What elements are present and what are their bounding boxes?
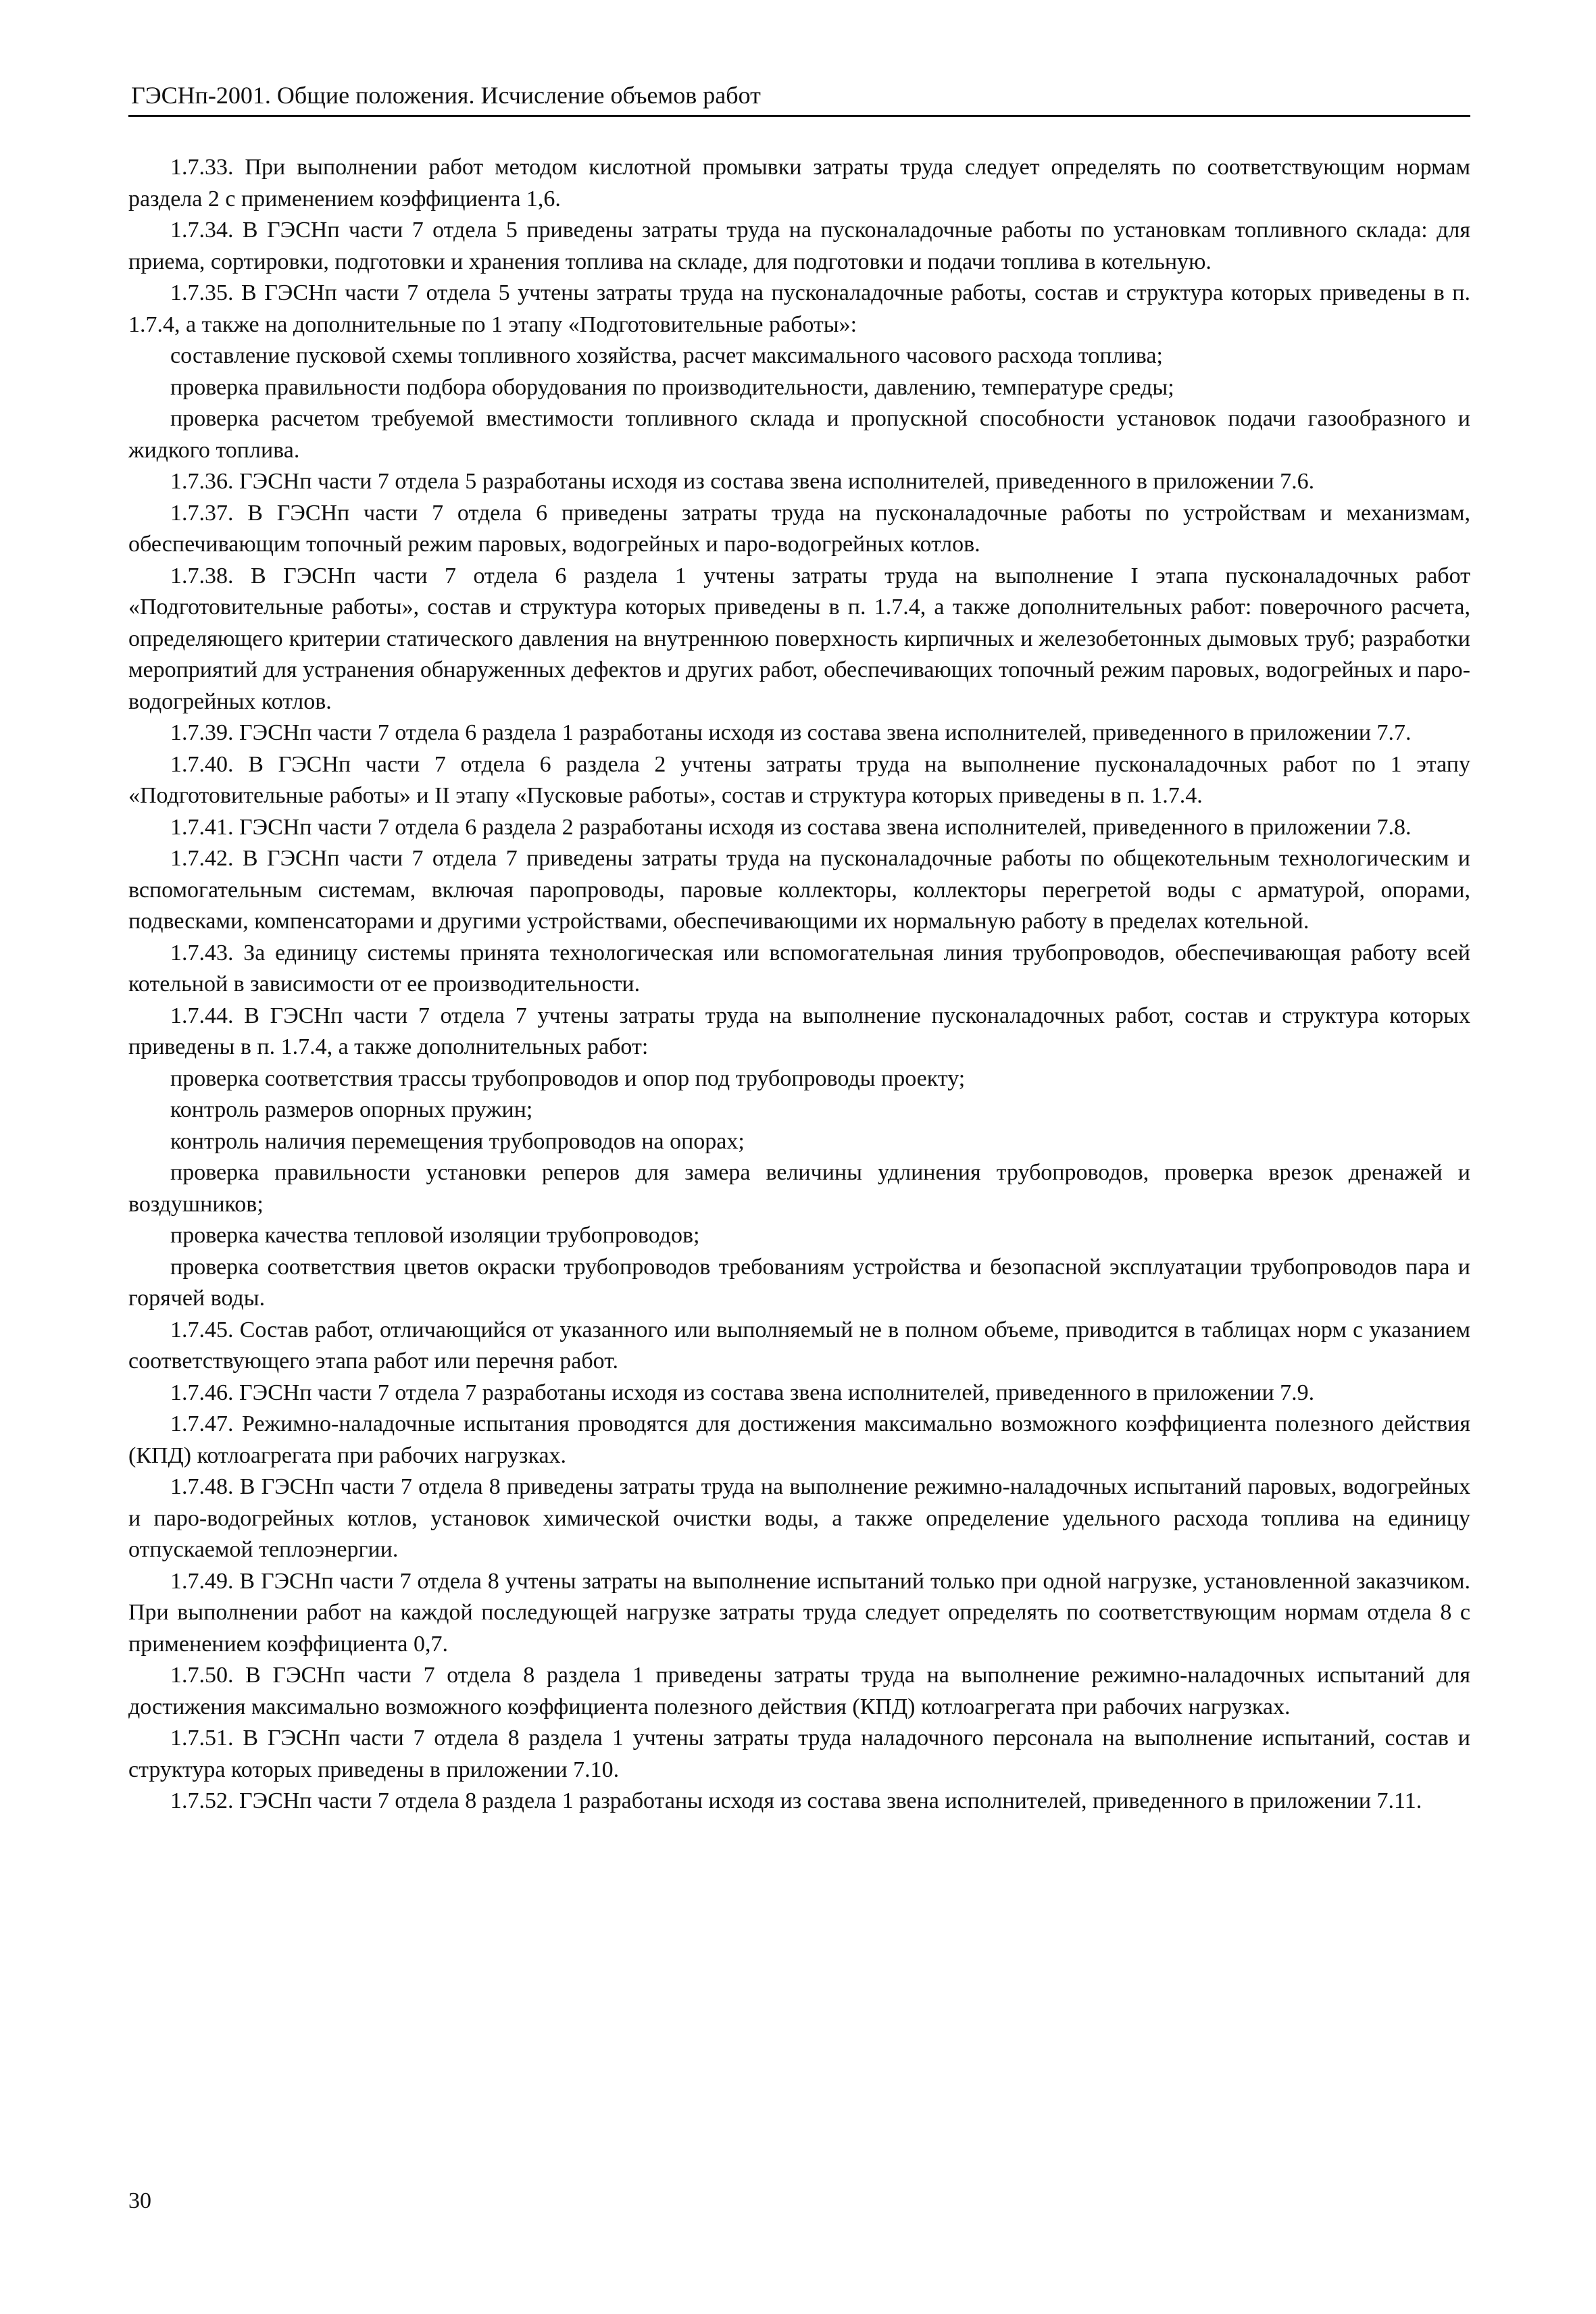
list-item: контроль размеров опорных пружин;	[170, 1097, 533, 1122]
list-item: проверка расчетом требуемой вместимости топливного склада и пропускной способности установок подачи газообразного и жидкого топлива.	[128, 406, 1470, 463]
list-item: проверка качества тепловой изоляции трубопроводов;	[170, 1223, 700, 1248]
paragraph-1-7-52: 1.7.52. ГЭСНп части 7 отдела 8 раздела 1 разработаны исходя из состава звена исполнителей, приведенного в приложении 7.11.	[170, 1788, 1422, 1813]
paragraph-1-7-50: 1.7.50. В ГЭСНп части 7 отдела 8 раздела 1 приведены затраты труда на выполнение режимно-наладочных испытаний для достижения максимально возможного коэффициента полезного действия (КПД) котлоагрегата при рабочих нагрузках.	[128, 1663, 1470, 1719]
paragraph-1-7-38: 1.7.38. В ГЭСНп части 7 отдела 6 раздела 1 учтены затраты труда на выполнение I этапа пусконаладочных работ «Подготовительные работы», состав и структура которых приведены в п. 1.7.4, а также дополнительных работ: поверочного расчета, определяющего критерии статического давления на внутреннюю поверхность кирпичных и железобетонных дымовых труб; разработки мероприятий для устранения обнаруженных дефектов и других работ, обеспечивающих топочный режим паровых, водогрейных и паро-водогрейных котлов.	[128, 563, 1470, 714]
paragraph-1-7-42: 1.7.42. В ГЭСНп части 7 отдела 7 приведены затраты труда на пусконаладочные работы по общекотельным технологическим и вспомогательным системам, включая паропроводы, паровые коллекторы, коллекторы перегретой воды с арматурой, опорами, подвесками, компенсаторами и другими устройствами, обеспечивающими их нормальную работу в пределах котельной.	[128, 846, 1470, 934]
paragraph-1-7-45: 1.7.45. Состав работ, отличающийся от указанного или выполняемый не в полном объеме, приводится в таблицах норм с указанием соответствующего этапа работ или перечня работ.	[128, 1317, 1470, 1374]
running-header: ГЭСНп-2001. Общие положения. Исчисление объемов работ	[128, 80, 1470, 117]
list-item: проверка правильности подбора оборудования по производительности, давлению, температуре среды;	[170, 374, 1174, 400]
document-body	[128, 152, 1470, 1817]
paragraph-1-7-34: 1.7.34. В ГЭСНп части 7 отдела 5 приведены затраты труда на пусконаладочные работы по установкам топливного склада: для приема, сортировки, подготовки и хранения топлива на складе, для подготовки и подачи топлива в котельную.	[128, 218, 1470, 274]
document-page	[128, 80, 1470, 2242]
paragraph-1-7-33: 1.7.33. При выполнении работ методом кислотной промывки затраты труда следует определять по соответствующим нормам раздела 2 с применением коэффициента 1,6.	[128, 155, 1470, 211]
paragraph-1-7-48: 1.7.48. В ГЭСНп части 7 отдела 8 приведены затраты труда на выполнение режимно-наладочных испытаний паровых, водогрейных и паро-водогрейных котлов, установок химической очистки воды, а также определение удельного расхода топлива на единицу отпускаемой теплоэнергии.	[128, 1474, 1470, 1562]
paragraph-1-7-40: 1.7.40. В ГЭСНп части 7 отдела 6 раздела 2 учтены затраты труда на выполнение пусконаладочных работ по 1 этапу «Подготовительные работы» и II этапу «Пусковые работы», состав и структура которых приведены в п. 1.7.4.	[128, 751, 1470, 808]
paragraph-1-7-44: 1.7.44. В ГЭСНп части 7 отдела 7 учтены затраты труда на выполнение пусконаладочных работ, состав и структура которых приведены в п. 1.7.4, а также дополнительных работ:	[128, 1003, 1470, 1059]
page-number: 30	[128, 2188, 151, 2213]
paragraph-1-7-43: 1.7.43. За единицу системы принята технологическая или вспомогательная линия трубопроводов, обеспечивающая работу всей котельной в зависимости от ее производительности.	[128, 940, 1470, 997]
paragraph-1-7-35: 1.7.35. В ГЭСНп части 7 отдела 5 учтены затраты труда на пусконаладочные работы, состав и структура которых приведены в п. 1.7.4, а также на дополнительные по 1 этапу «Подготовительные работы»:	[128, 280, 1470, 337]
paragraph-1-7-46: 1.7.46. ГЭСНп части 7 отдела 7 разработаны исходя из состава звена исполнителей, приведенного в приложении 7.9.	[170, 1380, 1315, 1405]
paragraph-1-7-36: 1.7.36. ГЭСНп части 7 отдела 5 разработаны исходя из состава звена исполнителей, приведенного в приложении 7.6.	[170, 469, 1315, 494]
list-item: составление пусковой схемы топливного хозяйства, расчет максимального часового расхода топлива;	[170, 343, 1163, 368]
list-item: контроль наличия перемещения трубопроводов на опорах;	[170, 1128, 745, 1154]
list-item: проверка соответствия цветов окраски трубопроводов требованиям устройства и безопасной эксплуатации трубопроводов пара и горячей воды.	[128, 1254, 1470, 1311]
paragraph-1-7-41: 1.7.41. ГЭСНп части 7 отдела 6 раздела 2 разработаны исходя из состава звена исполнителей, приведенного в приложении 7.8.	[170, 814, 1412, 840]
list-item: проверка правильности установки реперов для замера величины удлинения трубопроводов, проверка врезок дренажей и воздушников;	[128, 1160, 1470, 1217]
paragraph-1-7-51: 1.7.51. В ГЭСНп части 7 отдела 8 раздела 1 учтены затраты труда наладочного персонала на выполнение испытаний, состав и структура которых приведены в приложении 7.10.	[128, 1726, 1470, 1782]
paragraph-1-7-49: 1.7.49. В ГЭСНп части 7 отдела 8 учтены затраты на выполнение испытаний только при одной нагрузке, установленной заказчиком. При выполнении работ на каждой последующей нагрузке затраты труда следует определять по соответствующим нормам отдела 8 с применением коэффициента 0,7.	[128, 1568, 1470, 1657]
paragraph-1-7-47: 1.7.47. Режимно-наладочные испытания проводятся для достижения максимально возможного коэффициента полезного действия (КПД) котлоагрегата при рабочих нагрузках.	[128, 1411, 1470, 1468]
paragraph-1-7-39: 1.7.39. ГЭСНп части 7 отдела 6 раздела 1 разработаны исходя из состава звена исполнителей, приведенного в приложении 7.7.	[170, 720, 1412, 745]
list-item: проверка соответствия трассы трубопроводов и опор под трубопроводы проекту;	[170, 1065, 966, 1091]
paragraph-1-7-37: 1.7.37. В ГЭСНп части 7 отдела 6 приведены затраты труда на пусконаладочные работы по устройствам и механизмам, обеспечивающим топочный режим паровых, водогрейных и паро-водогрейных котлов.	[128, 500, 1470, 557]
